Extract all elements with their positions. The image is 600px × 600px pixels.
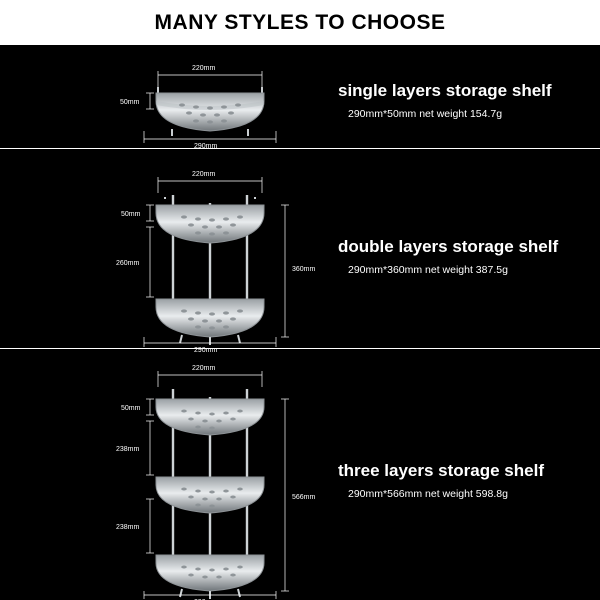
page-title: MANY STYLES TO CHOOSE [154, 10, 446, 34]
svg-text:50mm: 50mm [121, 211, 141, 218]
product-spec-double: 290mm*360mm net weight 387.5g [348, 264, 508, 276]
product-name-three: three layers storage shelf [338, 461, 544, 480]
svg-text:50mm: 50mm [120, 99, 140, 106]
svg-text:566mm: 566mm [292, 494, 316, 501]
svg-text:220mm: 220mm [192, 365, 216, 372]
svg-text:290mm: 290mm [194, 347, 218, 354]
product-row-double [0, 149, 600, 354]
svg-text:238mm: 238mm [116, 524, 140, 531]
svg-text:290mm: 290mm [194, 143, 218, 150]
svg-text:238mm: 238mm [116, 446, 140, 453]
shelf-illustration-three [110, 359, 345, 599]
caption-single [338, 81, 552, 120]
product-spec-three: 290mm*566mm net weight 598.8g [348, 488, 508, 500]
shelf-illustration-double [110, 159, 345, 354]
product-name-single: single layers storage shelf [338, 81, 552, 100]
svg-text:220mm: 220mm [192, 171, 216, 178]
svg-text:50mm: 50mm [121, 405, 141, 412]
product-spec-single: 290mm*50mm net weight 154.7g [348, 108, 503, 120]
product-row-three [0, 349, 600, 600]
svg-text:260mm: 260mm [116, 260, 140, 267]
product-name-double: double layers storage shelf [338, 237, 559, 256]
caption-three [338, 461, 544, 500]
poster-header [0, 0, 600, 45]
product-row-single [0, 45, 600, 148]
svg-text:360mm: 360mm [292, 266, 316, 273]
caption-double [338, 237, 558, 276]
shelf-illustration-single [110, 53, 330, 148]
svg-text:220mm: 220mm [192, 65, 216, 72]
